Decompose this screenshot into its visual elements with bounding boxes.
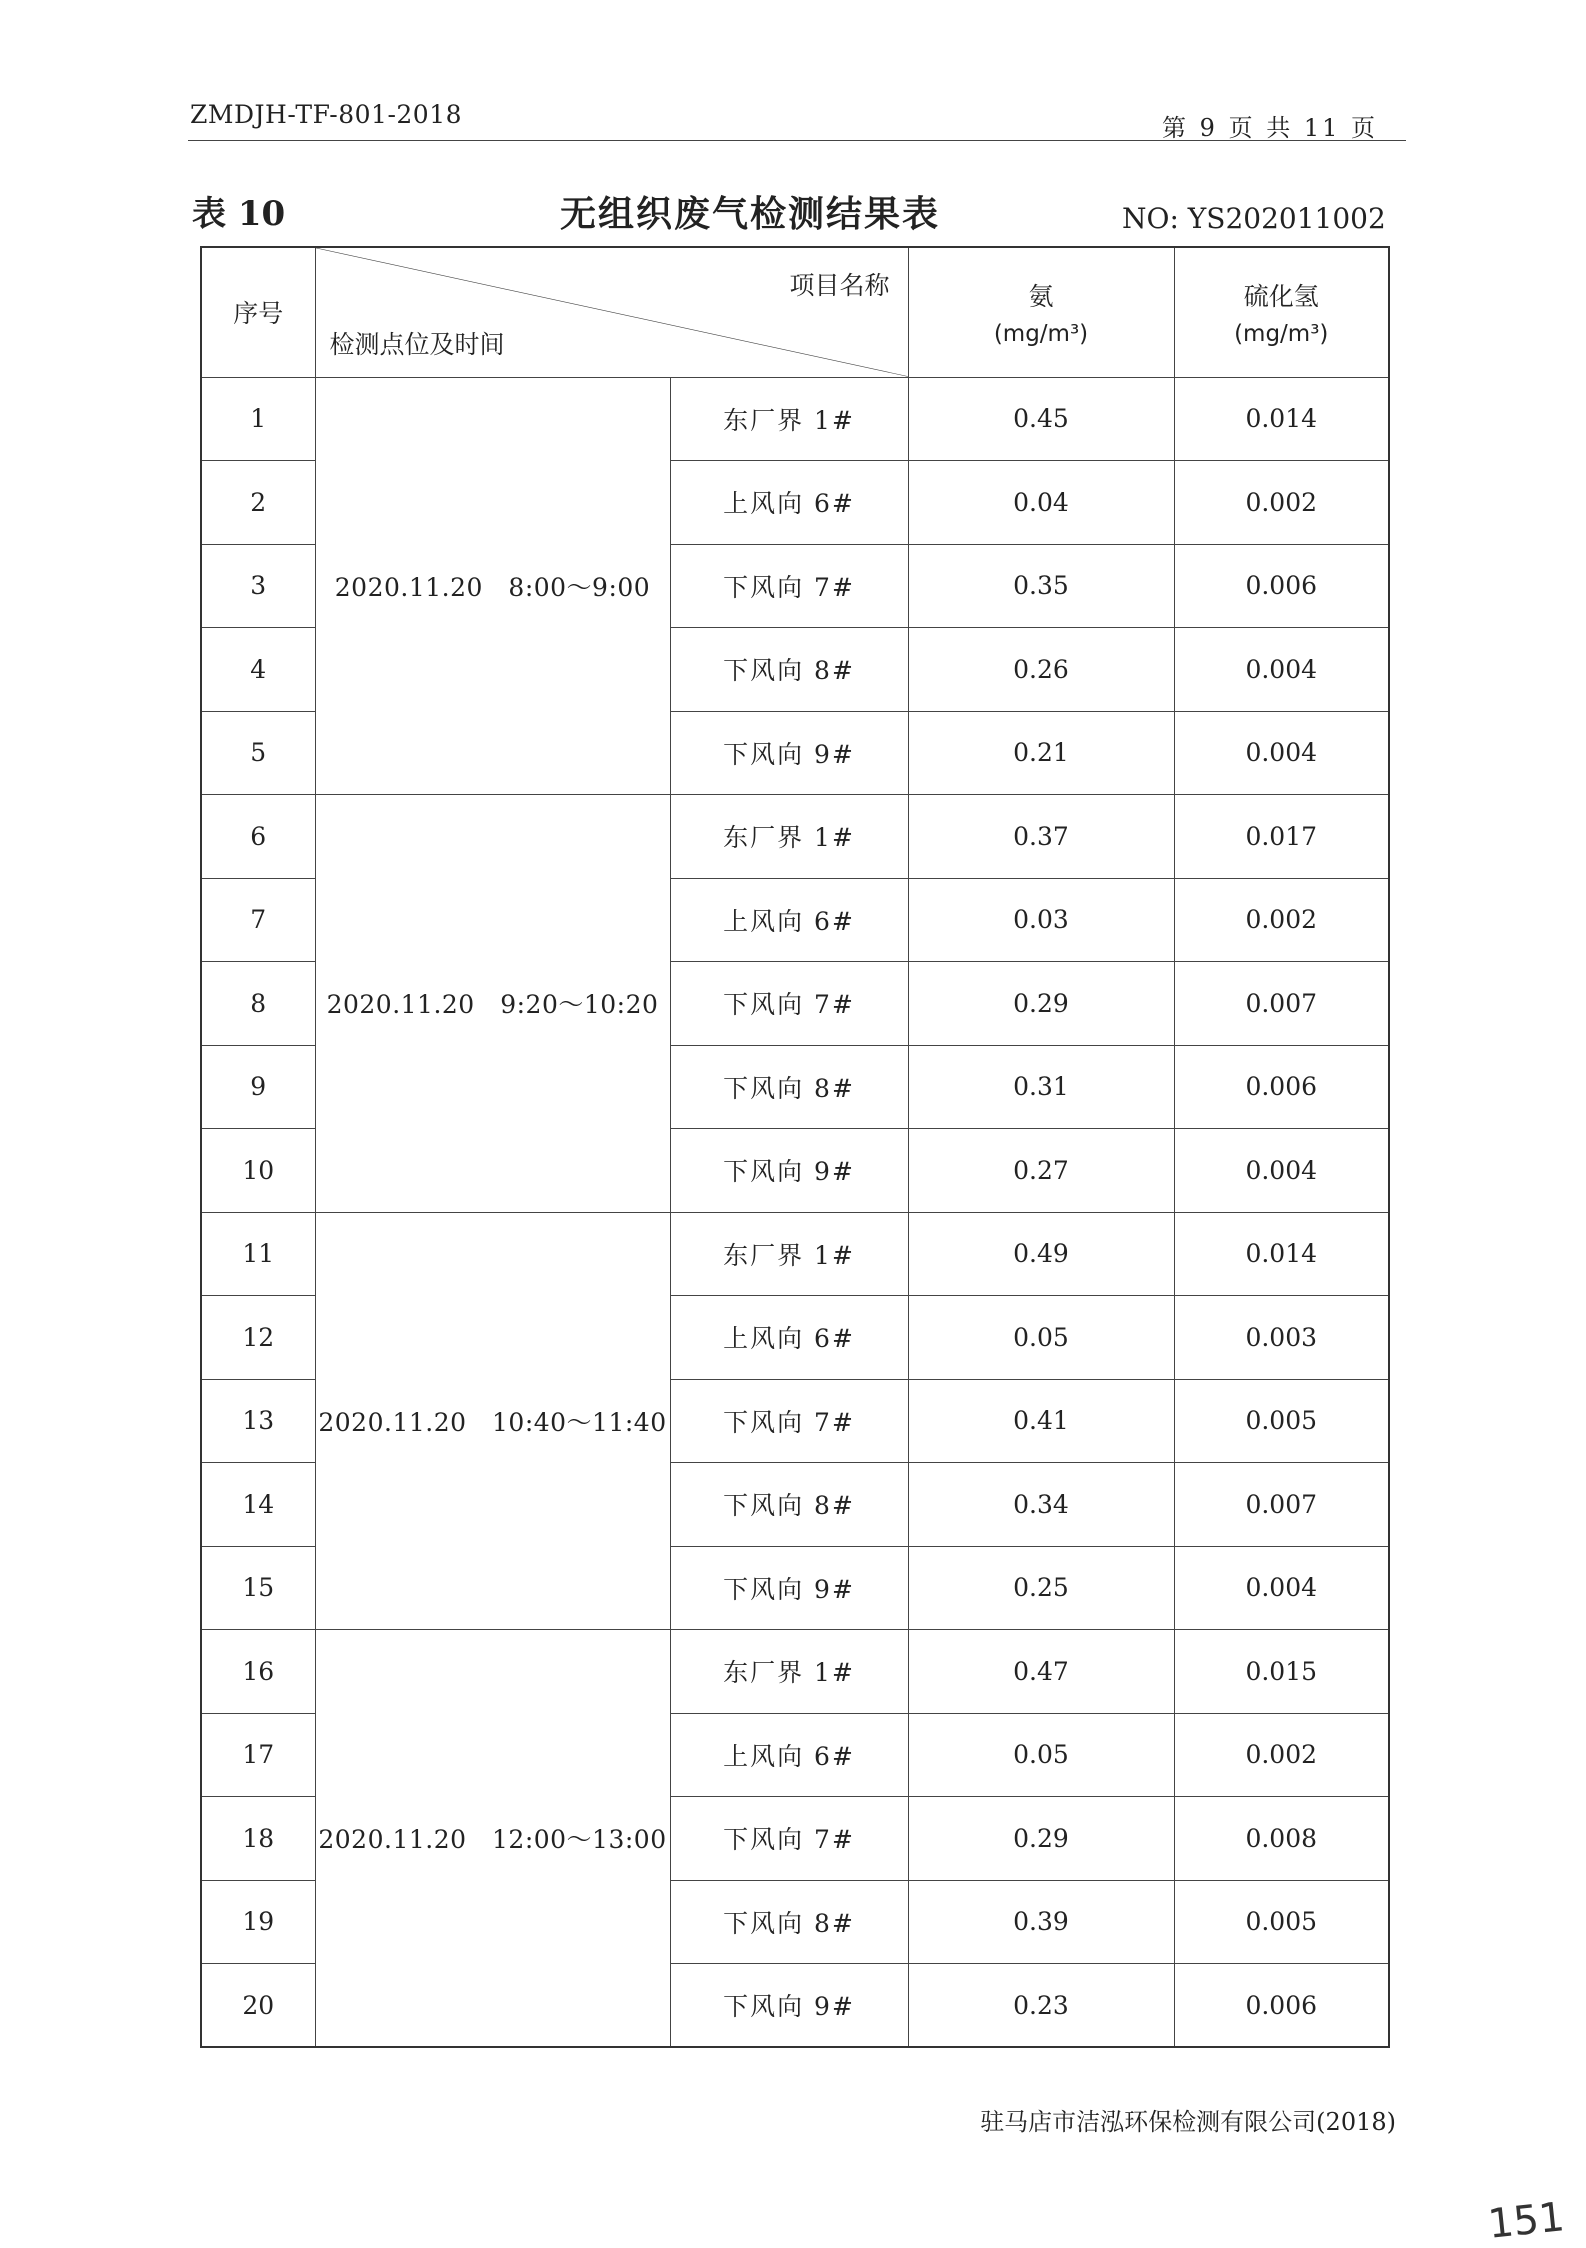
- cell-time: 2020.11.20 9:20～10:20: [315, 795, 670, 1213]
- cell-ammonia: 0.35: [908, 544, 1174, 628]
- cell-seq: 6: [201, 795, 315, 879]
- table-row: [201, 1212, 1389, 1296]
- cell-h2s: 0.014: [1174, 377, 1389, 461]
- h2s-label: 硫化氢: [1243, 282, 1319, 312]
- cell-h2s: 0.002: [1174, 878, 1389, 962]
- ammonia-label: 氨: [1028, 282, 1054, 312]
- cell-h2s: 0.003: [1174, 1296, 1389, 1380]
- cell-h2s: 0.006: [1174, 1045, 1389, 1129]
- cell-h2s: 0.005: [1174, 1379, 1389, 1463]
- cell-seq: 19: [201, 1880, 315, 1964]
- cell-ammonia: 0.21: [908, 711, 1174, 795]
- table-row: [201, 1630, 1389, 1714]
- cell-seq: 2: [201, 461, 315, 545]
- cell-seq: 8: [201, 962, 315, 1046]
- page-info: 第 9 页 共 11 页: [1162, 114, 1378, 142]
- table-body: [201, 377, 1389, 2047]
- header-diagonal-cell: [315, 247, 908, 377]
- cell-seq: 16: [201, 1630, 315, 1714]
- cell-h2s: 0.006: [1174, 544, 1389, 628]
- cell-ammonia: 0.05: [908, 1713, 1174, 1797]
- cell-seq: 11: [201, 1212, 315, 1296]
- cell-ammonia: 0.39: [908, 1880, 1174, 1964]
- cell-seq: 12: [201, 1296, 315, 1380]
- cell-time: 2020.11.20 10:40～11:40: [315, 1212, 670, 1630]
- cell-ammonia: 0.27: [908, 1129, 1174, 1213]
- cell-ammonia: 0.29: [908, 1797, 1174, 1881]
- cell-h2s: 0.007: [1174, 1463, 1389, 1547]
- cell-ammonia: 0.26: [908, 628, 1174, 712]
- cell-seq: 18: [201, 1797, 315, 1881]
- cell-location: 下风向 8#: [670, 1463, 908, 1547]
- cell-location: 下风向 9#: [670, 1129, 908, 1213]
- cell-seq: 10: [201, 1129, 315, 1213]
- cell-location: 东厂界 1#: [670, 1630, 908, 1714]
- cell-h2s: 0.004: [1174, 1546, 1389, 1630]
- cell-h2s: 0.008: [1174, 1797, 1389, 1881]
- cell-location: 上风向 6#: [670, 461, 908, 545]
- cell-seq: 17: [201, 1713, 315, 1797]
- cell-ammonia: 0.04: [908, 461, 1174, 545]
- table-title: 无组织废气检测结果表: [560, 193, 941, 235]
- cell-location: 下风向 9#: [670, 1964, 908, 2048]
- header-seq: 序号: [201, 247, 315, 377]
- cell-seq: 5: [201, 711, 315, 795]
- cell-ammonia: 0.45: [908, 377, 1174, 461]
- cell-location: 下风向 7#: [670, 1797, 908, 1881]
- cell-ammonia: 0.31: [908, 1045, 1174, 1129]
- cell-ammonia: 0.23: [908, 1964, 1174, 2048]
- cell-h2s: 0.006: [1174, 1964, 1389, 2048]
- cell-location: 下风向 8#: [670, 1045, 908, 1129]
- table-label: 表 10: [192, 194, 286, 234]
- cell-h2s: 0.017: [1174, 795, 1389, 879]
- cell-ammonia: 0.03: [908, 878, 1174, 962]
- cell-location: 下风向 7#: [670, 544, 908, 628]
- cell-h2s: 0.015: [1174, 1630, 1389, 1714]
- cell-seq: 1: [201, 377, 315, 461]
- results-table: [200, 246, 1390, 2048]
- ammonia-unit: (mg/m³): [993, 321, 1089, 348]
- cell-seq: 9: [201, 1045, 315, 1129]
- cell-seq: 20: [201, 1964, 315, 2048]
- cell-h2s: 0.005: [1174, 1880, 1389, 1964]
- table-row: [201, 795, 1389, 879]
- cell-time: 2020.11.20 12:00～13:00: [315, 1630, 670, 2048]
- report-number: NO: YS202011002: [1122, 202, 1386, 235]
- table-row: [201, 377, 1389, 461]
- cell-h2s: 0.004: [1174, 711, 1389, 795]
- header-divider: [188, 140, 1406, 141]
- cell-ammonia: 0.47: [908, 1630, 1174, 1714]
- handwritten-page-mark: 151: [1485, 2194, 1567, 2248]
- cell-ammonia: 0.49: [908, 1212, 1174, 1296]
- cell-seq: 7: [201, 878, 315, 962]
- cell-h2s: 0.002: [1174, 1713, 1389, 1797]
- header-item-name: 项目名称: [789, 271, 890, 300]
- cell-h2s: 0.002: [1174, 461, 1389, 545]
- cell-seq: 13: [201, 1379, 315, 1463]
- cell-location: 东厂界 1#: [670, 1212, 908, 1296]
- cell-seq: 14: [201, 1463, 315, 1547]
- cell-ammonia: 0.25: [908, 1546, 1174, 1630]
- table-header-row: [201, 247, 1389, 377]
- cell-location: 东厂界 1#: [670, 377, 908, 461]
- cell-location: 下风向 9#: [670, 711, 908, 795]
- header-ammonia: [908, 247, 1174, 377]
- cell-ammonia: 0.05: [908, 1296, 1174, 1380]
- cell-location: 上风向 6#: [670, 1713, 908, 1797]
- cell-location: 上风向 6#: [670, 1296, 908, 1380]
- cell-ammonia: 0.41: [908, 1379, 1174, 1463]
- h2s-unit: (mg/m³): [1234, 321, 1329, 348]
- cell-location: 下风向 9#: [670, 1546, 908, 1630]
- cell-location: 下风向 7#: [670, 962, 908, 1046]
- cell-time: 2020.11.20 8:00～9:00: [315, 377, 670, 795]
- header-location-time: 检测点位及时间: [329, 329, 505, 359]
- header-h2s: [1174, 247, 1389, 377]
- cell-location: 东厂界 1#: [670, 795, 908, 879]
- document-code: ZMDJH-TF-801-2018: [190, 100, 463, 129]
- cell-h2s: 0.004: [1174, 628, 1389, 712]
- cell-ammonia: 0.34: [908, 1463, 1174, 1547]
- cell-h2s: 0.004: [1174, 1129, 1389, 1213]
- cell-location: 下风向 8#: [670, 1880, 908, 1964]
- cell-ammonia: 0.29: [908, 962, 1174, 1046]
- cell-location: 下风向 8#: [670, 628, 908, 712]
- cell-seq: 3: [201, 544, 315, 628]
- cell-seq: 15: [201, 1546, 315, 1630]
- cell-h2s: 0.007: [1174, 962, 1389, 1046]
- cell-h2s: 0.014: [1174, 1212, 1389, 1296]
- cell-location: 下风向 7#: [670, 1379, 908, 1463]
- cell-ammonia: 0.37: [908, 795, 1174, 879]
- footer-company: 驻马店市洁泓环保检测有限公司(2018): [980, 2108, 1396, 2136]
- cell-location: 上风向 6#: [670, 878, 908, 962]
- cell-seq: 4: [201, 628, 315, 712]
